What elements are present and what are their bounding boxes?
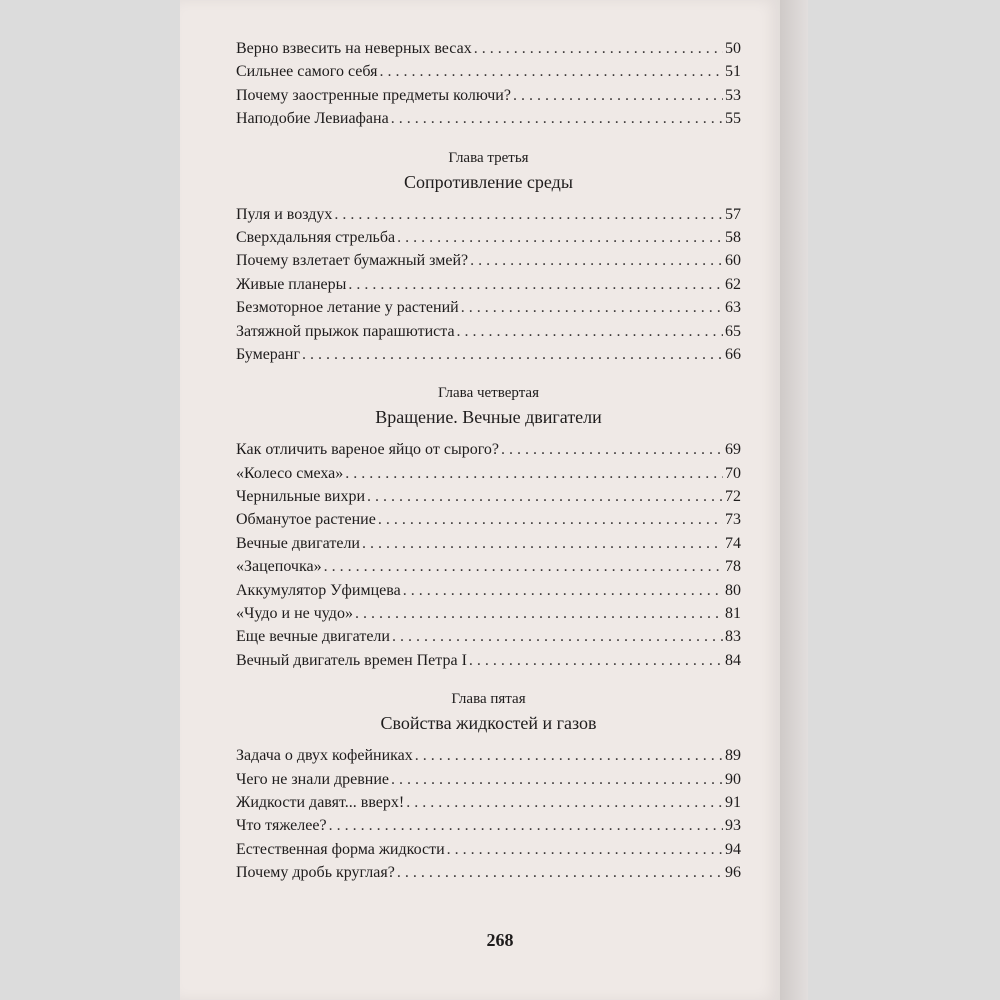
entry-title: Верно взвесить на неверных весах [236, 40, 472, 57]
entry-title: Наподобие Левиафана [236, 110, 389, 128]
entry-page-number: 80 [725, 581, 741, 599]
dot-leader [329, 817, 723, 835]
dot-leader [392, 628, 723, 646]
entry-page-number: 50 [725, 40, 741, 57]
entry-page-number: 65 [725, 322, 741, 340]
dot-leader [403, 582, 723, 600]
chapter-label: Глава четвертая [438, 385, 539, 402]
entry-page-number: 96 [725, 864, 741, 882]
dot-leader [447, 841, 723, 859]
entry-title: Вечные двигатели [236, 534, 360, 552]
entry-page-number: 89 [725, 747, 741, 765]
entry-title: Как отличить вареное яйцо от сырого? [236, 441, 499, 459]
page-number: 268 [486, 930, 514, 950]
chapter-title: Сопротивление среды [404, 171, 573, 192]
toc-entry [236, 794, 741, 817]
toc-entry [236, 771, 741, 794]
entry-page-number: 70 [725, 464, 741, 482]
page-edge [780, 0, 808, 1000]
toc-entry [236, 465, 741, 488]
dot-leader [391, 110, 723, 128]
entry-page-number: 78 [725, 558, 741, 576]
entry-title: «Зацепочка» [236, 558, 322, 576]
entry-page-number: 84 [725, 651, 741, 669]
toc-entry [236, 87, 741, 110]
entry-page-number: 57 [725, 205, 741, 223]
entry-title: Что тяжелее? [236, 817, 327, 835]
entry-page-number: 90 [725, 770, 741, 788]
dot-leader [378, 511, 723, 529]
dot-leader [474, 40, 723, 58]
dot-leader [324, 558, 723, 576]
entry-page-number: 51 [725, 63, 741, 81]
entry-title: Обманутое растение [236, 511, 376, 529]
entry-page-number: 60 [725, 252, 741, 270]
toc-entry [236, 206, 741, 229]
dot-leader [379, 63, 723, 81]
toc-entry [236, 441, 741, 464]
toc-entry [236, 276, 741, 299]
entry-title: Пуля и воздух [236, 205, 333, 223]
dot-leader [461, 299, 723, 317]
entry-page-number: 91 [725, 793, 741, 811]
entry-page-number: 94 [725, 840, 741, 858]
entry-page-number: 69 [725, 441, 741, 459]
entry-page-number: 66 [725, 345, 741, 363]
chapter-label: Глава третья [448, 149, 529, 166]
toc-entry [236, 229, 741, 252]
entry-page-number: 74 [725, 534, 741, 552]
toc-entry [236, 110, 741, 133]
entry-title: Еще вечные двигатели [236, 628, 390, 646]
dot-leader [470, 252, 723, 270]
entry-title: Вечный двигатель времен Петра I [236, 651, 467, 669]
toc-entry [236, 652, 741, 675]
dot-leader [406, 794, 723, 812]
toc-entry [236, 299, 741, 322]
toc-entry [236, 63, 741, 86]
toc-entry [236, 511, 741, 534]
entry-title: Затяжной прыжок парашютиста [236, 322, 455, 340]
entry-title: Аккумулятор Уфимцева [236, 581, 401, 599]
entry-page-number: 58 [725, 228, 741, 246]
entry-title: Чернильные вихри [236, 488, 365, 506]
toc-entry [236, 488, 741, 511]
toc-entry [236, 628, 741, 651]
toc-entry [236, 864, 741, 887]
entry-page-number: 63 [725, 299, 741, 317]
entry-page-number: 62 [725, 275, 741, 293]
dot-leader [348, 276, 723, 294]
dot-leader [355, 605, 723, 623]
entry-page-number: 53 [725, 86, 741, 104]
dot-leader [457, 323, 723, 341]
dot-leader [345, 465, 723, 483]
dot-leader [302, 346, 723, 364]
entry-title: Почему взлетает бумажный змей? [236, 252, 469, 270]
dot-leader [367, 488, 723, 506]
entry-title: «Чудо и не чудо» [236, 605, 353, 623]
toc-entry [236, 40, 741, 63]
entry-title: Естественная форма жидкости [236, 840, 445, 858]
entry-title: Почему заостренные предметы колючи? [236, 86, 511, 104]
dot-leader [362, 535, 723, 553]
chapter-title: Вращение. Вечные двигатели [375, 407, 602, 428]
dot-leader [513, 87, 723, 105]
chapter-title: Свойства жидкостей и газов [380, 713, 597, 734]
toc-entry [236, 535, 741, 558]
entry-page-number: 72 [725, 488, 741, 506]
entry-page-number: 81 [725, 605, 741, 623]
dot-leader [397, 229, 723, 247]
dot-leader [391, 771, 723, 789]
dot-leader [415, 747, 723, 765]
entry-title: Сильнее самого себя [236, 63, 378, 81]
entry-page-number: 93 [725, 817, 741, 835]
toc-entry [236, 252, 741, 275]
entry-title: Жидкости давят... вверх! [236, 793, 405, 811]
entry-title: «Колесо смеха» [236, 464, 344, 482]
entry-title: Безмоторное летание у растений [236, 299, 459, 317]
toc-entry [236, 582, 741, 605]
entry-page-number: 73 [725, 511, 741, 529]
entry-title: Бумеранг [236, 345, 301, 363]
entry-title: Почему дробь круглая? [236, 864, 395, 882]
toc-entry [236, 346, 741, 369]
entry-title: Сверхдальняя стрельба [236, 228, 396, 246]
toc-entry [236, 841, 741, 864]
toc-entry [236, 323, 741, 346]
dot-leader [469, 652, 723, 670]
toc-entry [236, 817, 741, 840]
entry-page-number: 83 [725, 628, 741, 646]
entry-page-number: 55 [725, 110, 741, 128]
dot-leader [501, 441, 723, 459]
chapter-label: Глава пятая [451, 691, 526, 708]
dot-leader [334, 206, 723, 224]
table-of-contents [236, 40, 741, 888]
entry-title: Чего не знали древние [236, 770, 390, 788]
entry-title: Живые планеры [236, 275, 347, 293]
toc-entry [236, 747, 741, 770]
entry-title: Задача о двух кофейниках [236, 747, 413, 765]
dot-leader [397, 864, 723, 882]
toc-entry [236, 558, 741, 581]
toc-entry [236, 605, 741, 628]
